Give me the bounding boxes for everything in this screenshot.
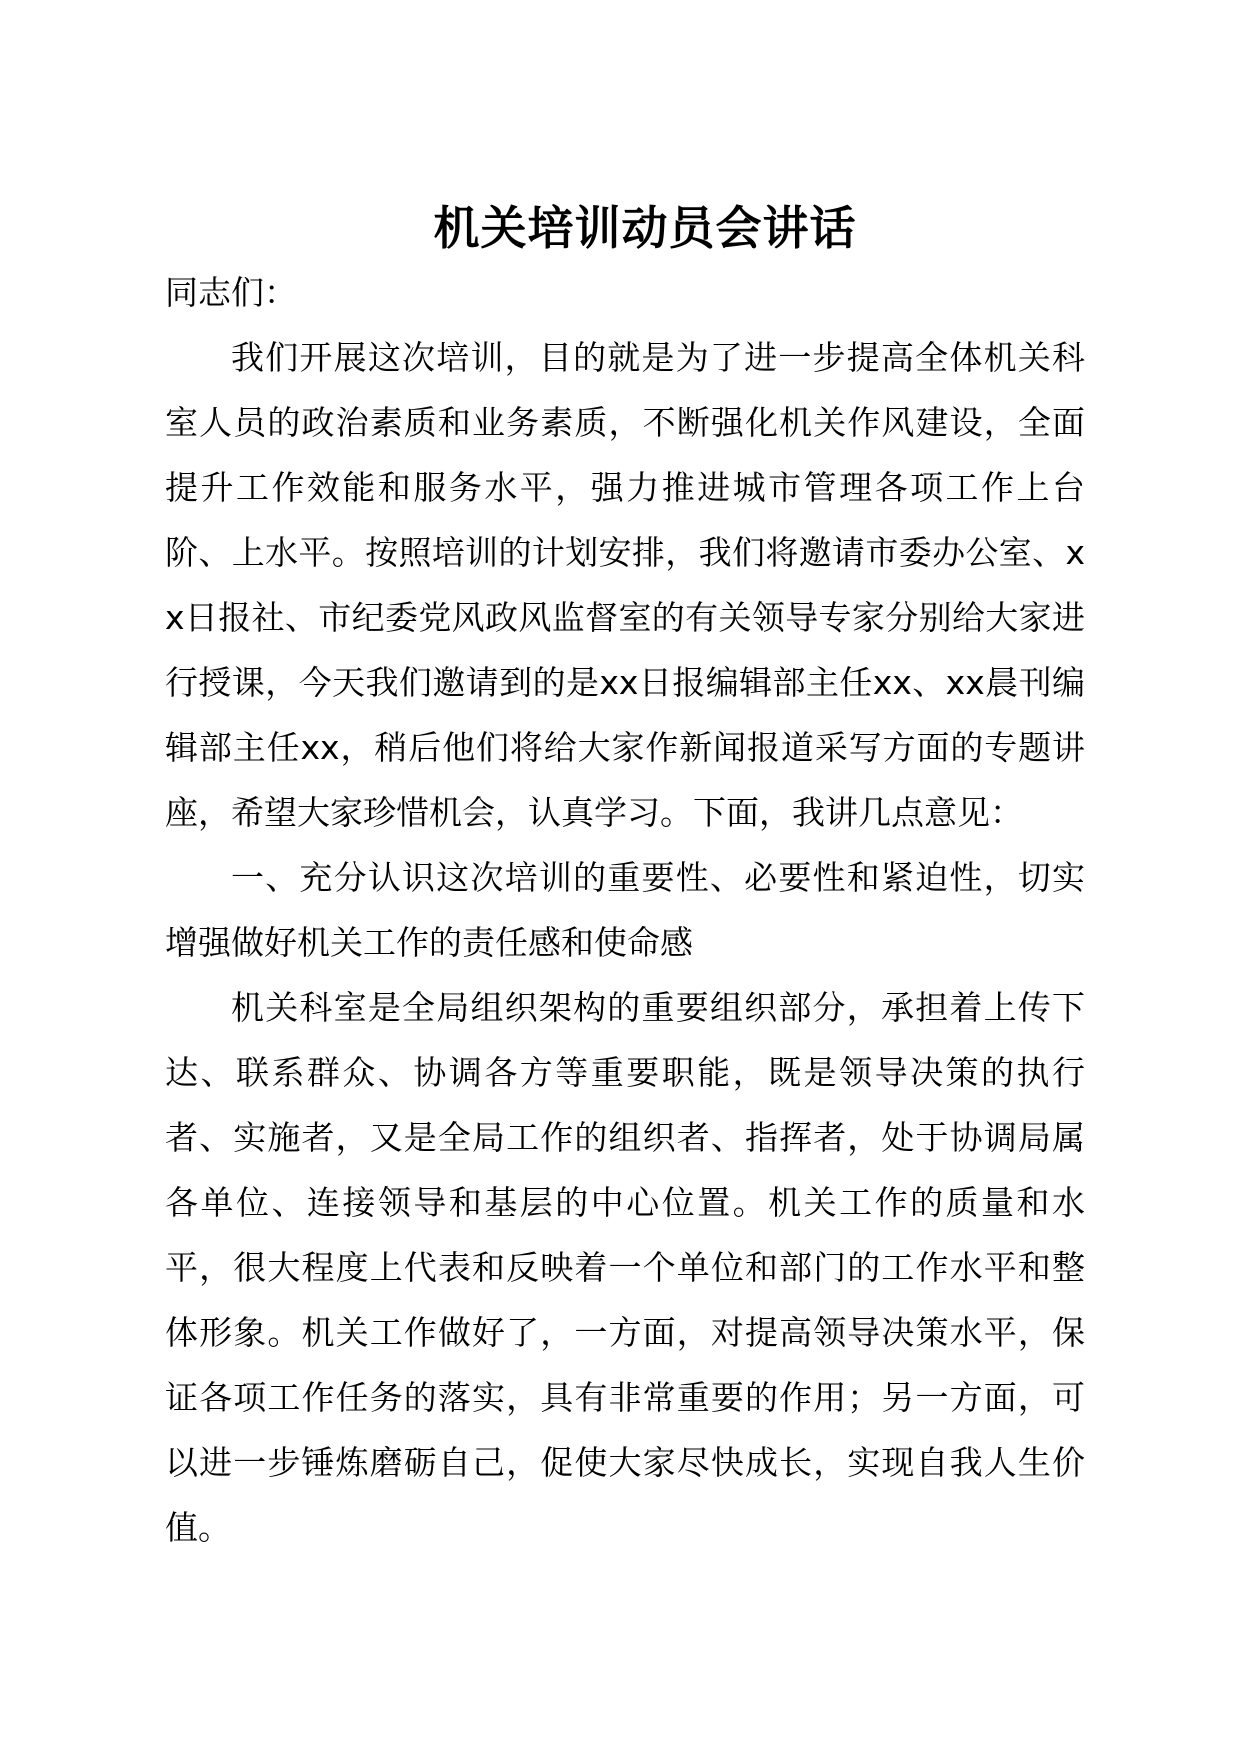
paragraph-section-1: 机关科室是全局组织架构的重要组织部分，承担着上传下达、联系群众、协调各方等重要职能，既是领导决策的执行者、实施者，又是全局工作的组织者、指挥者，处于协调局属各单位、连接领导和基层的中心位置。机关工作的质量和水平，很大程度上代表和反映着一个单位和部门的工作水平和整体形象。机关工作做好了，一方面，对提高领导决策水平，保证各项工作任务的落实，具有非常重要的作用；另一方面，可以进一步锤炼磨砺自己，促使大家尽快成长，实现自我人生价值。 [165,988,1085,1547]
paragraph-intro: 我们开展这次培训，目的就是为了进一步提高全体机关科室人员的政治素质和业务素质，不断强化机关作风建设，全面提升工作效能和服务水平，强力推进城市管理各项工作上台阶、上水平。按照培训的计划安排，我们将邀请市委办公室、xx日报社、市纪委党风政风监督室的有关领导专家分别给大家进行授课，今天我们邀请到的是xx日报编辑部主任xx、xx晨刊编辑部主任xx，稍后他们将给大家作新闻报道采写方面的专题讲座，希望大家珍惜机会，认真学习。下面，我讲几点意见： [165,338,1085,832]
document-body [165,196,1085,1560]
salutation: 同志们： [165,273,297,312]
section-heading-1: 一、充分认识这次培训的重要性、必要性和紧迫性，切实增强做好机关工作的责任感和使命感 [165,858,1085,962]
document-title: 机关培训动员会讲话 [433,201,857,255]
